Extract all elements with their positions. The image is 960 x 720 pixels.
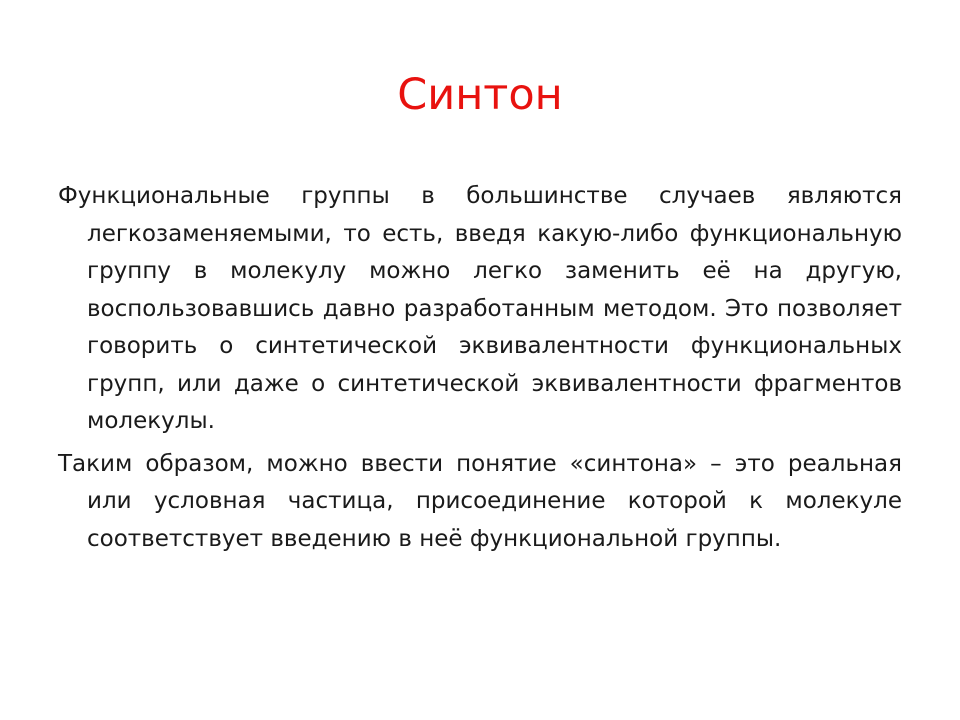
paragraph-functional-groups: Функциональные группы в большинстве случаев являются легкозаменяемыми, то есть, введя какую-либо функциональную группу в молекулу можно легко заменить её на другую, воспользовавшись давно разработанным методом. Это позволяет говорить о синтетической эквивалентности функциональных групп, или даже о синтетической эквивалентности фрагментов молекулы. [58, 183, 902, 434]
slide-body [58, 178, 902, 558]
paragraph-synthon-definition: Таким образом, можно ввести понятие «синтона» – это реальная или условная частица, присоединение которой к молекуле соответствует введению в неё функциональной группы. [58, 450, 902, 552]
slide-title: Синтон [397, 70, 563, 120]
